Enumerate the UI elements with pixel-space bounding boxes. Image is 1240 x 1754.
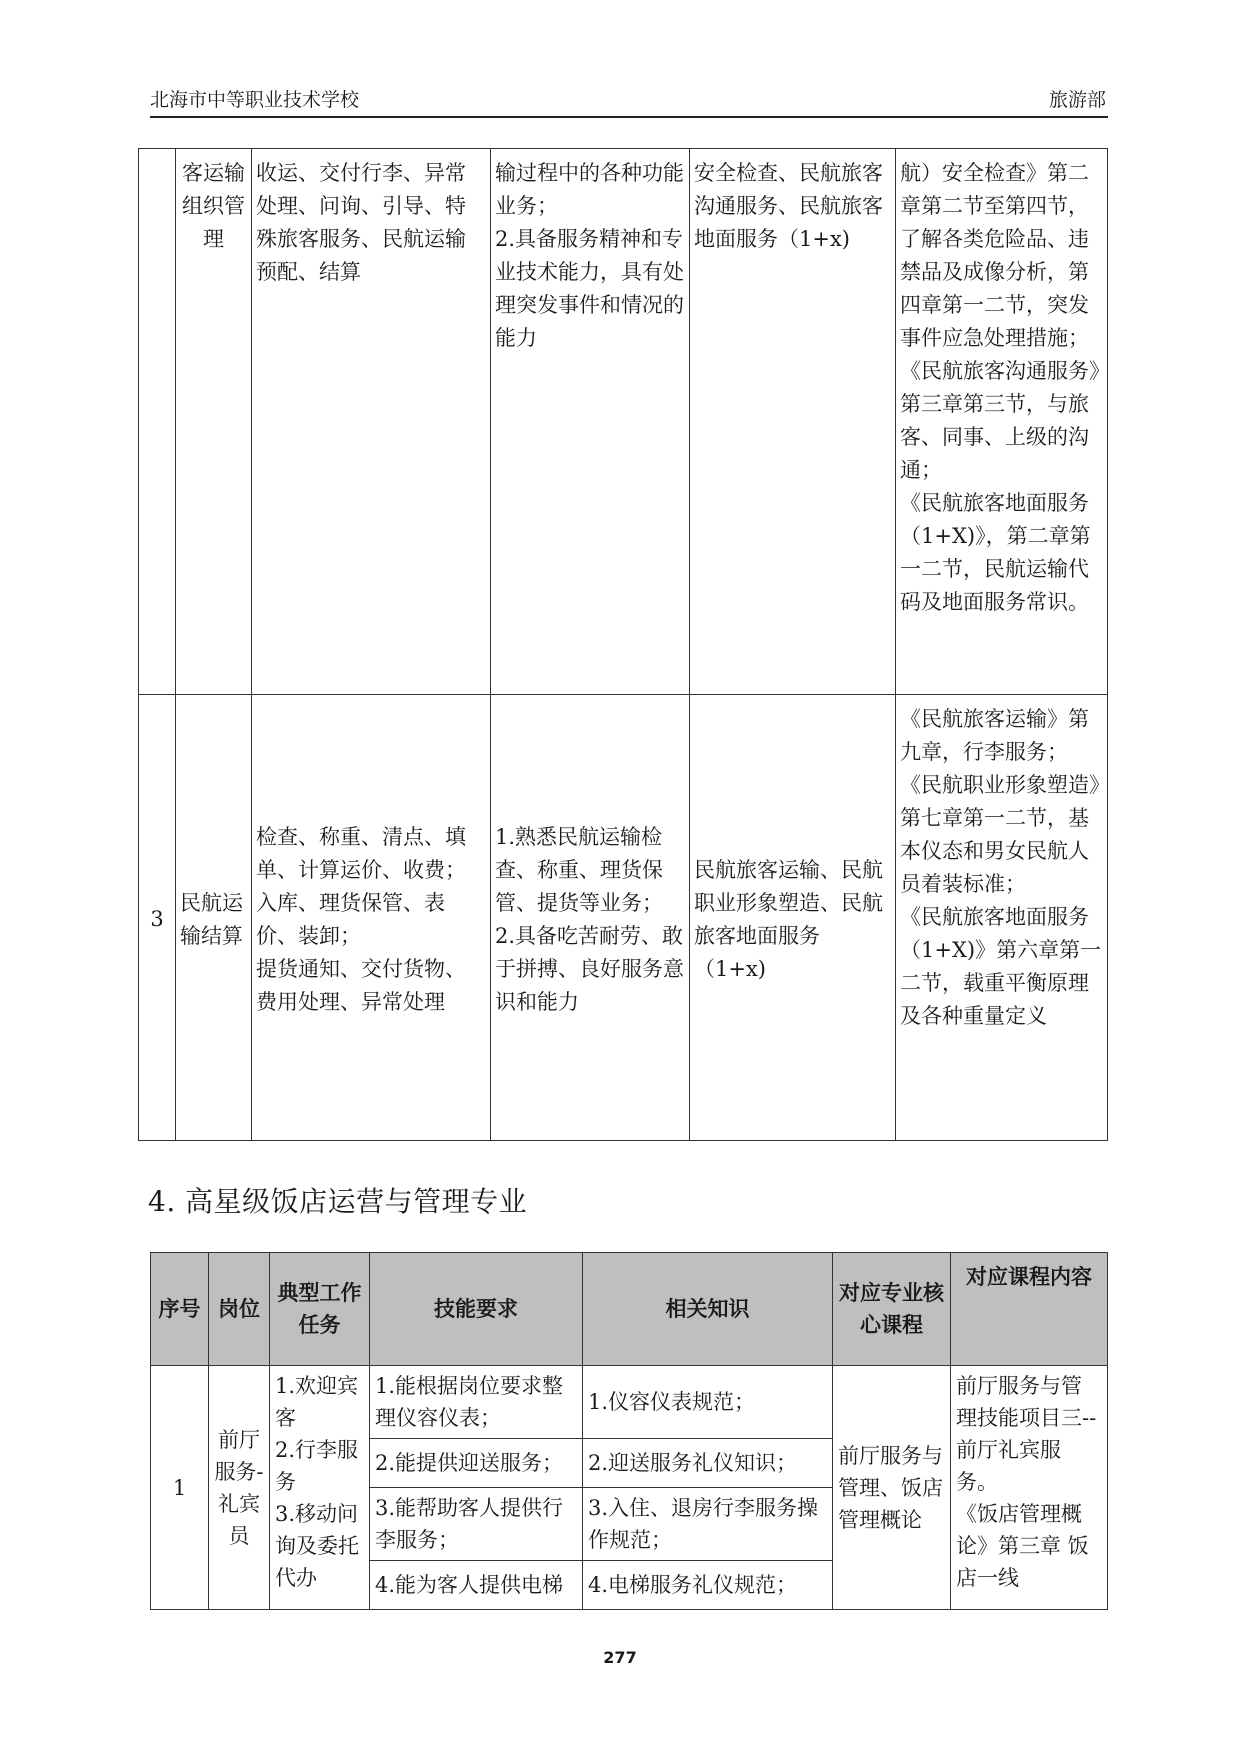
table-row: [139, 695, 1108, 1141]
skill-cell: 4.能为客人提供电梯: [370, 1561, 583, 1610]
knowledge-cell: 2.迎送服务礼仪知识；: [583, 1439, 833, 1488]
page-header: [150, 84, 1108, 118]
hotel-management-table: [150, 1252, 1108, 1610]
courses-cell: 安全检查、民航旅客沟通服务、民航旅客地面服务（1+x): [690, 149, 896, 695]
header-position: 岗位: [209, 1253, 270, 1366]
knowledge-cell: 1.仪容仪表规范；: [583, 1366, 833, 1439]
header-skills: 技能要求: [370, 1253, 583, 1366]
row-number: [139, 149, 176, 695]
courses-cell: 前厅服务与管理、饭店管理概论: [833, 1366, 951, 1610]
table-row: [139, 149, 1108, 695]
position-cell: 前厅服务-礼宾员: [209, 1366, 270, 1610]
content-cell: 航）安全检查》第二章第二节至第四节，了解各类危险品、违禁品及成像分析，第四章第一二节，突发事件应急处理措施； 《民航旅客沟通服务》第三章第三节，与旅客、同事、上级的沟通； 《民航旅客地面服务（1+X)》，第二章第一二节，民航运输代码及地面服务常识。: [896, 149, 1108, 695]
skill-cell: 1.能根据岗位要求整理仪容仪表；: [370, 1366, 583, 1439]
skill-cell: 3.能帮助客人提供行李服务；: [370, 1488, 583, 1561]
knowledge-cell: 3.入住、退房行李服务操作规范；: [583, 1488, 833, 1561]
position-cell: 民航运输结算: [176, 695, 252, 1141]
header-num: 序号: [151, 1253, 209, 1366]
skill-cell: 2.能提供迎送服务；: [370, 1439, 583, 1488]
page-number: 277: [603, 1648, 637, 1667]
courses-cell: 民航旅客运输、民航职业形象塑造、民航旅客地面服务（1+x): [690, 695, 896, 1141]
skills-cell: 输过程中的各种功能业务； 2.具备服务精神和专业技术能力，具有处理突发事件和情况的能力: [491, 149, 690, 695]
row-number: 1: [151, 1366, 209, 1610]
table-row: [151, 1366, 1108, 1439]
skills-cell: 1.熟悉民航运输检查、称重、理货保管、提货等业务； 2.具备吃苦耐劳、敢于拼搏、良好服务意识和能力: [491, 695, 690, 1141]
section-title: 4. 高星级饭店运营与管理专业: [148, 1185, 528, 1218]
tasks-cell: 检查、称重、清点、填单、计算运价、收费；入库、理货保管、表价、装卸； 提货通知、交付货物、费用处理、异常处理: [252, 695, 491, 1141]
header-knowledge: 相关知识: [583, 1253, 833, 1366]
school-name: 北海市中等职业技术学校: [150, 89, 360, 111]
content-cell: 前厅服务与管理技能项目三--前厅礼宾服务。 《饭店管理概论》第三章 饭店一线: [951, 1366, 1108, 1610]
header-content: 对应课程内容: [951, 1253, 1108, 1366]
row-number: 3: [139, 695, 176, 1141]
content-cell: 《民航旅客运输》第九章，行李服务； 《民航职业形象塑造》第七章第一二节，基本仪态和男女民航人员着装标准； 《民航旅客地面服务（1+X)》第六章第一二节，载重平衡原理及各种重量定义: [896, 695, 1108, 1141]
continued-table: [138, 148, 1108, 1141]
position-cell: 客运输组织管理: [176, 149, 252, 695]
knowledge-cell: 4.电梯服务礼仪规范；: [583, 1561, 833, 1610]
department-name: 旅游部: [1048, 89, 1106, 111]
tasks-cell: 收运、交付行李、异常处理、问询、引导、特殊旅客服务、民航运输预配、结算: [252, 149, 491, 695]
header-tasks: 典型工作 任务: [270, 1253, 370, 1366]
header-courses: 对应专业核心课程: [833, 1253, 951, 1366]
table-header-row: [151, 1253, 1108, 1366]
tasks-cell: 1.欢迎宾客 2.行李服务 3.移动问询及委托代办: [270, 1366, 370, 1610]
